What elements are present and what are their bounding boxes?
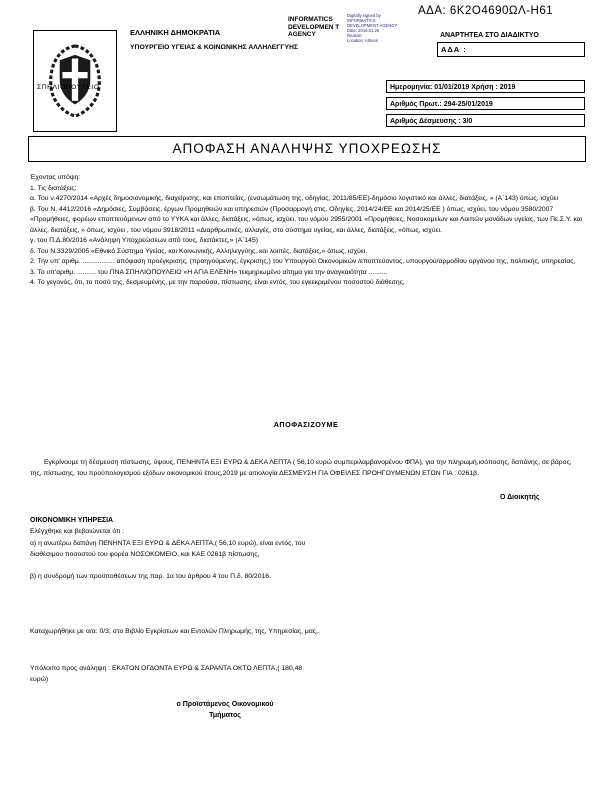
ada-box-label: ΑΔΑ :: [441, 45, 467, 54]
director-signature-label: Ο Διοικητής: [500, 494, 540, 501]
commitment-number-box: Αριθμός Δέσμευσης : 3/0: [386, 114, 585, 127]
decision-heading: ΑΠΟΦΑΣΙΖΟΥΜΕ: [273, 420, 339, 429]
finance-verification-intro: Ελέγχθηκε και βεβαιώνεται ότι :: [30, 528, 125, 535]
stamp-detail-line: Location: Athens: [347, 37, 378, 43]
legal-item: α. Του ν.4270/2014 «Αρχές δημοσιονομικής, διαχείρισης, και εποπτείας, (ενσωμάτωση της, οδηγίας, 2011/85/ΕΕ)-δημόσιο λογιστικό και άλλες, διατάξεις, » (Α΄143) όπως, ισχύει: [30, 195, 559, 202]
decision-paragraph: Εγκρίνουμε τη δέσμευση πίστωσης, ύψους, ΠΕΝΗΝΤΑ ΕΞΙ ΕΥΡΩ & ΔΕΚΑ ΛΕΠΤΑ ( 56,10 ευρώ συμπεριλαμβανομένου ΦΠΑ), για την πληρωμή,ισόποσης, δαπάνης, σε βάρος, της, πίστωσης, του προϋπολογισμού εξόδων οικονομικού έτους,2019 με αιτιολογία ΔΕΣΜΕΥΣΗ ΓΙΑ ΟΦΕΙΛΕΣ ΠΡΟΗΓΟΥΜΕΝΩΝ ΕΤΩΝ ΓΙΑ : 0261β.: [30, 459, 572, 477]
legal-item: γ. του Π.Δ.80/2016 «Ανάληψη Υποχρεώσεων από τους, διατάκτες,» (Α΄145): [30, 237, 259, 244]
legal-item: 4. Το γεγονός, ότι, το ποσό της, δεσμευμένης, με την παρούσα, πίστωσης, είναι εντός, του εγκεκριμένου ποσοστού διάθεσης,: [30, 279, 405, 286]
signature-stamp-details: [347, 14, 409, 43]
remaining-balance-note: Υπόλοιπο προς ανάληψη : ΕΚΑΤΟΝ ΟΓΔΟΝΤΑ ΕΥΡΩ & ΣΑΡΑΝΤΑ ΟΚΤΩ ΛΕΠΤΑ,( 180,48 ευρώ): [30, 665, 303, 683]
ada-entry-box: [437, 42, 585, 57]
finance-verification-item-b: β) η συνδρομή των προϋποθέσεων της παρ. 1α του άρθρου 4 του Π.δ. 80/2016.: [30, 573, 271, 580]
header-republic: ΕΛΛΗΝΙΚΗ ΔΗΜΟΚΡΑΤΙΑ: [130, 28, 221, 37]
ada-code: ΑΔΑ: 6Κ2Ο4690ΩΛ-Η61: [418, 5, 554, 17]
document-title: ΑΠΟΦΑΣΗ ΑΝΑΛΗΨΗΣ ΥΠΟΧΡΕΩΣΗΣ: [28, 136, 586, 162]
finance-officer-signature-label: [140, 700, 310, 721]
registration-note: Καταχωρήθηκε με α/α: 0/3, στο Βιβλίο Εγκρίσεων και Εντολών Πληρωμής, της, Υπηρεσίας, μας,.: [30, 628, 320, 635]
coat-of-arms-box: [33, 30, 117, 132]
finance-verification-item-a: α) η ανωτέρω δαπάνη ΠΕΝΗΝΤΑ ΕΞΙ ΕΥΡΩ & ΔΕΚΑ ΛΕΠΤΑ,( 56,10 ευρώ), είναι εντός, του διαθέσιμου ποσοστού του φορέα ΝΟΣΟΚΟΜΕΙΟ, και ΚΑΕ 0261β πίστωσης,: [30, 540, 306, 558]
greek-coat-of-arms-icon: [39, 35, 111, 127]
legal-item: 3. Το υπ'αριθμ. .......... του ΠΝΑ ΣΠΗΛΙΟΠΟΥΛΕΙΟ «Η ΑΓΙΑ ΕΛΕΝΗ» τεκμηριωμένο αίτημα για την αναγκαιότητα ..........: [30, 268, 388, 276]
date-use-box: Ημερομηνία: 01/01/2019 Χρήση : 2019: [386, 80, 585, 93]
stamp-detail-line: Digitally signed by: [347, 13, 381, 18]
stamp-detail-line: Reason:: [347, 32, 363, 38]
stamp-detail-line: INFORMATICS: [347, 17, 376, 23]
finance-officer-line1: ο Προϊστάμενος Οικονομικού: [176, 701, 274, 708]
stamp-detail-line: Date: 2019.01.25: [347, 27, 380, 33]
finance-service-heading: ΟΙΚΟΝΟΜΙΚΗ ΥΠΗΡΕΣΙΑ: [30, 517, 114, 524]
legal-basis-section: [30, 173, 584, 289]
header-organization: ΣΠΗΛΙΟΠΟΥΛΕΙΟ: [37, 84, 100, 91]
stamp-detail-line: DEVELOPMENT AGENCY: [347, 22, 398, 28]
preamble-line: Έχοντας υπόψη:: [30, 174, 81, 181]
legal-item: δ. Του Ν.3329/2005 «Εθνικό Σύστημα Υγείας, και Κοινωνικής, Αλληλεγγύης, και λοιπές, διατάξεις,» όπως, ισχύει.: [30, 247, 368, 255]
legal-item: β. Του Ν. 4412/2016 «Δημόσιες, Συμβάσεις, έργων Προμηθειών και υπηρεσιών (Προσαρμογή στις, Οδηγίες, 2014/24/ΕΕ και 2014/25/ΕΕ ) όπως, ισχύει, του νόμου 3580/2007 «Προμήθειες, φορέων εποπτευόμενων από το ΥΥΚΑ και άλλες, διατάξεις, »όπως, ισχύει, του νόμου 2955/2001 «Προμήθειες, Νοσοκομείων και Λοιπών μονάδων υγείας, των Πε.Σ.Υ. και άλλες, διατάξεις, » όπως, ισχύει , του νόμου 3918/2011 «Διαρθρωτικές, αλλαγές, στο σύστημα υγείας, και άλλες, διατάξεις, »όπως, ισχύει.: [30, 205, 583, 234]
protocol-number-box: Αριθμός Πρωτ.: 294-25/01/2019: [386, 97, 585, 110]
signature-stamp-agency: INFORMATICS DEVELOPMEN T AGENCY: [288, 16, 340, 38]
legal-item: 2. Την υπ' αριθμ. ................. απόφαση προέγκρισης, (προηγούμενης, έγκρισης,) του Υπουργού Οικονομικών /εποπτεύοντος, υπουργού/αρμοδίου οργάνου της, πολιτικής, υπηρεσίας,: [30, 258, 576, 265]
web-posting-notice: ΑΝΑΡΤΗΤΕΑ ΣΤΟ ΔΙΑΔΙΚΤΥΟ: [440, 32, 539, 39]
finance-officer-line2: Τμήματος: [209, 711, 241, 719]
legal-item: 1. Τις διατάξεις:: [30, 184, 77, 192]
header-ministry: ΥΠΟΥΡΓΕΙΟ ΥΓΕΙΑΣ & ΚΟΙΝΩΝΙΚΗΣ ΑΛΛΗΛΕΓΓΥΗΣ: [130, 44, 298, 51]
